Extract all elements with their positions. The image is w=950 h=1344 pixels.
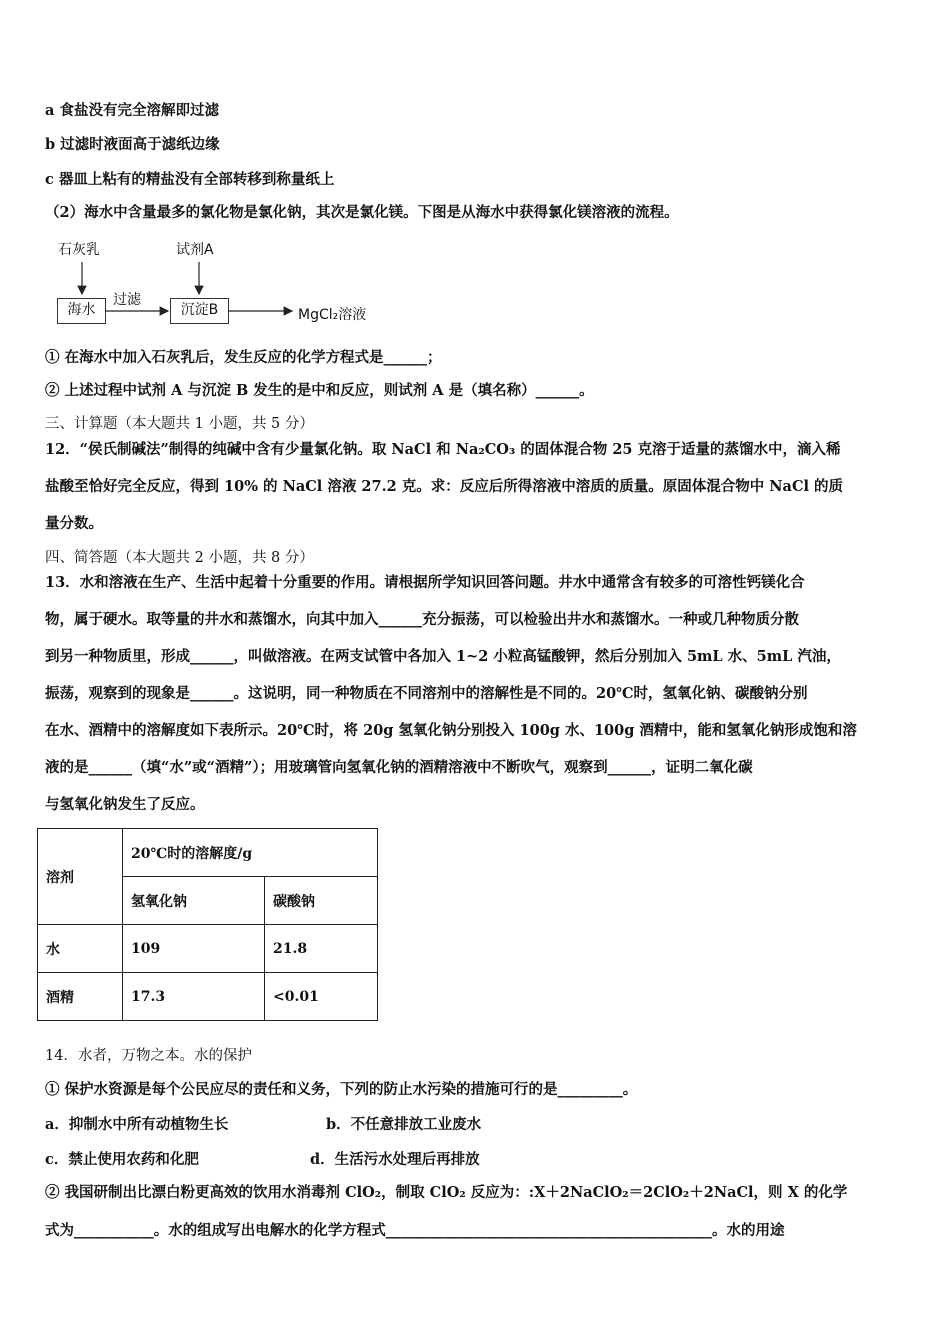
table-header-na2co3: 碳酸钠 bbox=[265, 877, 378, 925]
flow-product-label: MgCl₂溶液 bbox=[298, 307, 367, 323]
question-13-line-6: 液的是______（填“水”或“酒精”）；用玻璃管向氢氧化钠的酒精溶液中不断吹气，观察到______，证明二氧化碳 bbox=[45, 759, 753, 776]
table-cell-solvent: 水 bbox=[38, 925, 123, 973]
option-a-text: a 食盐没有完全溶解即过滤 bbox=[45, 102, 219, 119]
flow-box-seawater: 海水 bbox=[57, 298, 106, 324]
question-13-line-1: 13．水和溶液在生产、生活中起着十分重要的作用。请根据所学知识回答问题。井水中通常含有较多的可溶性钙镁化合 bbox=[45, 574, 805, 591]
question-13-line-2: 物，属于硬水。取等量的井水和蒸馏水，向其中加入______充分振荡，可以检验出井水和蒸馏水。一种或几种物质分散 bbox=[45, 611, 799, 628]
question-14-option-a: a．抑制水中所有动植物生长 bbox=[45, 1116, 229, 1133]
option-b-text: b 过滤时液面高于滤纸边缘 bbox=[45, 136, 220, 153]
flow-arrows bbox=[0, 0, 950, 340]
section-4-heading: 四、简答题（本大题共 2 小题，共 8 分） bbox=[45, 550, 314, 566]
table-header-solubility: 20℃时的溶解度/g bbox=[123, 829, 378, 877]
table-cell-solvent: 酒精 bbox=[38, 973, 123, 1021]
table-cell-naoh: 109 bbox=[123, 925, 265, 973]
question-12-line-1: 12．“侯氏制碱法”制得的纯碱中含有少量氯化钠。取 NaCl 和 Na₂CO₃ 的固体混合物 25 克溶于适量的蒸馏水中，滴入稀 bbox=[45, 441, 841, 458]
question-14-option-c: c．禁止使用农药和化肥 bbox=[45, 1151, 199, 1168]
question-2-intro: （2）海水中含量最多的氯化物是氯化钠，其次是氯化镁。下图是从海水中获得氯化镁溶液的流程。 bbox=[45, 204, 679, 221]
table-header-naoh: 氢氧化钠 bbox=[123, 877, 265, 925]
question-14-part-1: ① 保护水资源是每个公民应尽的责任和义务，下列的防止水污染的措施可行的是_________。 bbox=[45, 1081, 638, 1098]
question-14-part-2: ② 我国研制出比漂白粉更高效的饮用水消毒剂 ClO₂，制取 ClO₂ 反应为：:X＋2NaClO₂＝2ClO₂＋2NaCl，则 X 的化学 bbox=[45, 1184, 848, 1201]
table-row bbox=[38, 925, 378, 973]
table-row bbox=[38, 973, 378, 1021]
section-3-heading: 三、计算题（本大题共 1 小题，共 5 分） bbox=[45, 416, 314, 432]
table-header-solvent: 溶剂 bbox=[38, 829, 123, 925]
question-12-line-3: 量分数。 bbox=[45, 515, 103, 532]
question-14-option-d: d．生活污水处理后再排放 bbox=[310, 1151, 480, 1168]
question-2-part-1: ① 在海水中加入石灰乳后，发生反应的化学方程式是______； bbox=[45, 349, 442, 366]
flow-box-precipitate-b: 沉淀B bbox=[170, 298, 229, 324]
option-c-text: c 器皿上粘有的精盐没有全部转移到称量纸上 bbox=[45, 171, 335, 188]
question-13-line-4: 振荡，观察到的现象是______。这说明，同一种物质在不同溶剂中的溶解性是不同的。20℃时，氢氧化钠、碳酸钠分别 bbox=[45, 685, 808, 702]
table-cell-na2co3: 21.8 bbox=[265, 925, 378, 973]
table-cell-na2co3: <0.01 bbox=[265, 973, 378, 1021]
question-13-line-5: 在水、酒精中的溶解度如下表所示。20℃时，将 20g 氢氧化钠分别投入 100g 水、100g 酒精中，能和氢氧化钠形成饱和溶 bbox=[45, 722, 857, 739]
question-14-option-b: b．不任意排放工业废水 bbox=[326, 1116, 482, 1133]
question-14-title: 14．水者，万物之本。水的保护 bbox=[45, 1048, 252, 1064]
question-2-part-2: ② 上述过程中试剂 A 与沉淀 B 发生的是中和反应，则试剂 A 是（填名称）______。 bbox=[45, 382, 594, 399]
solubility-table bbox=[37, 828, 378, 1021]
flow-reagent-a-label: 试剂A bbox=[176, 242, 214, 258]
table-cell-naoh: 17.3 bbox=[123, 973, 265, 1021]
question-13-line-3: 到另一种物质里，形成______，叫做溶液。在两支试管中各加入 1~2 小粒高锰酸钾，然后分别加入 5mL 水、5mL 汽油， bbox=[45, 648, 841, 665]
question-12-line-2: 盐酸至恰好完全反应，得到 10% 的 NaCl 溶液 27.2 克。求：反应后所得溶液中溶质的质量。原固体混合物中 NaCl 的质 bbox=[45, 478, 844, 495]
question-13-line-7: 与氢氧化钠发生了反应。 bbox=[45, 796, 205, 813]
flow-filter-label: 过滤 bbox=[113, 292, 141, 308]
flow-lime-milk-label: 石灰乳 bbox=[58, 242, 100, 258]
question-14-part-3: 式为___________。水的组成写出电解水的化学方程式_____________________________________________。水的用途 bbox=[45, 1222, 785, 1239]
